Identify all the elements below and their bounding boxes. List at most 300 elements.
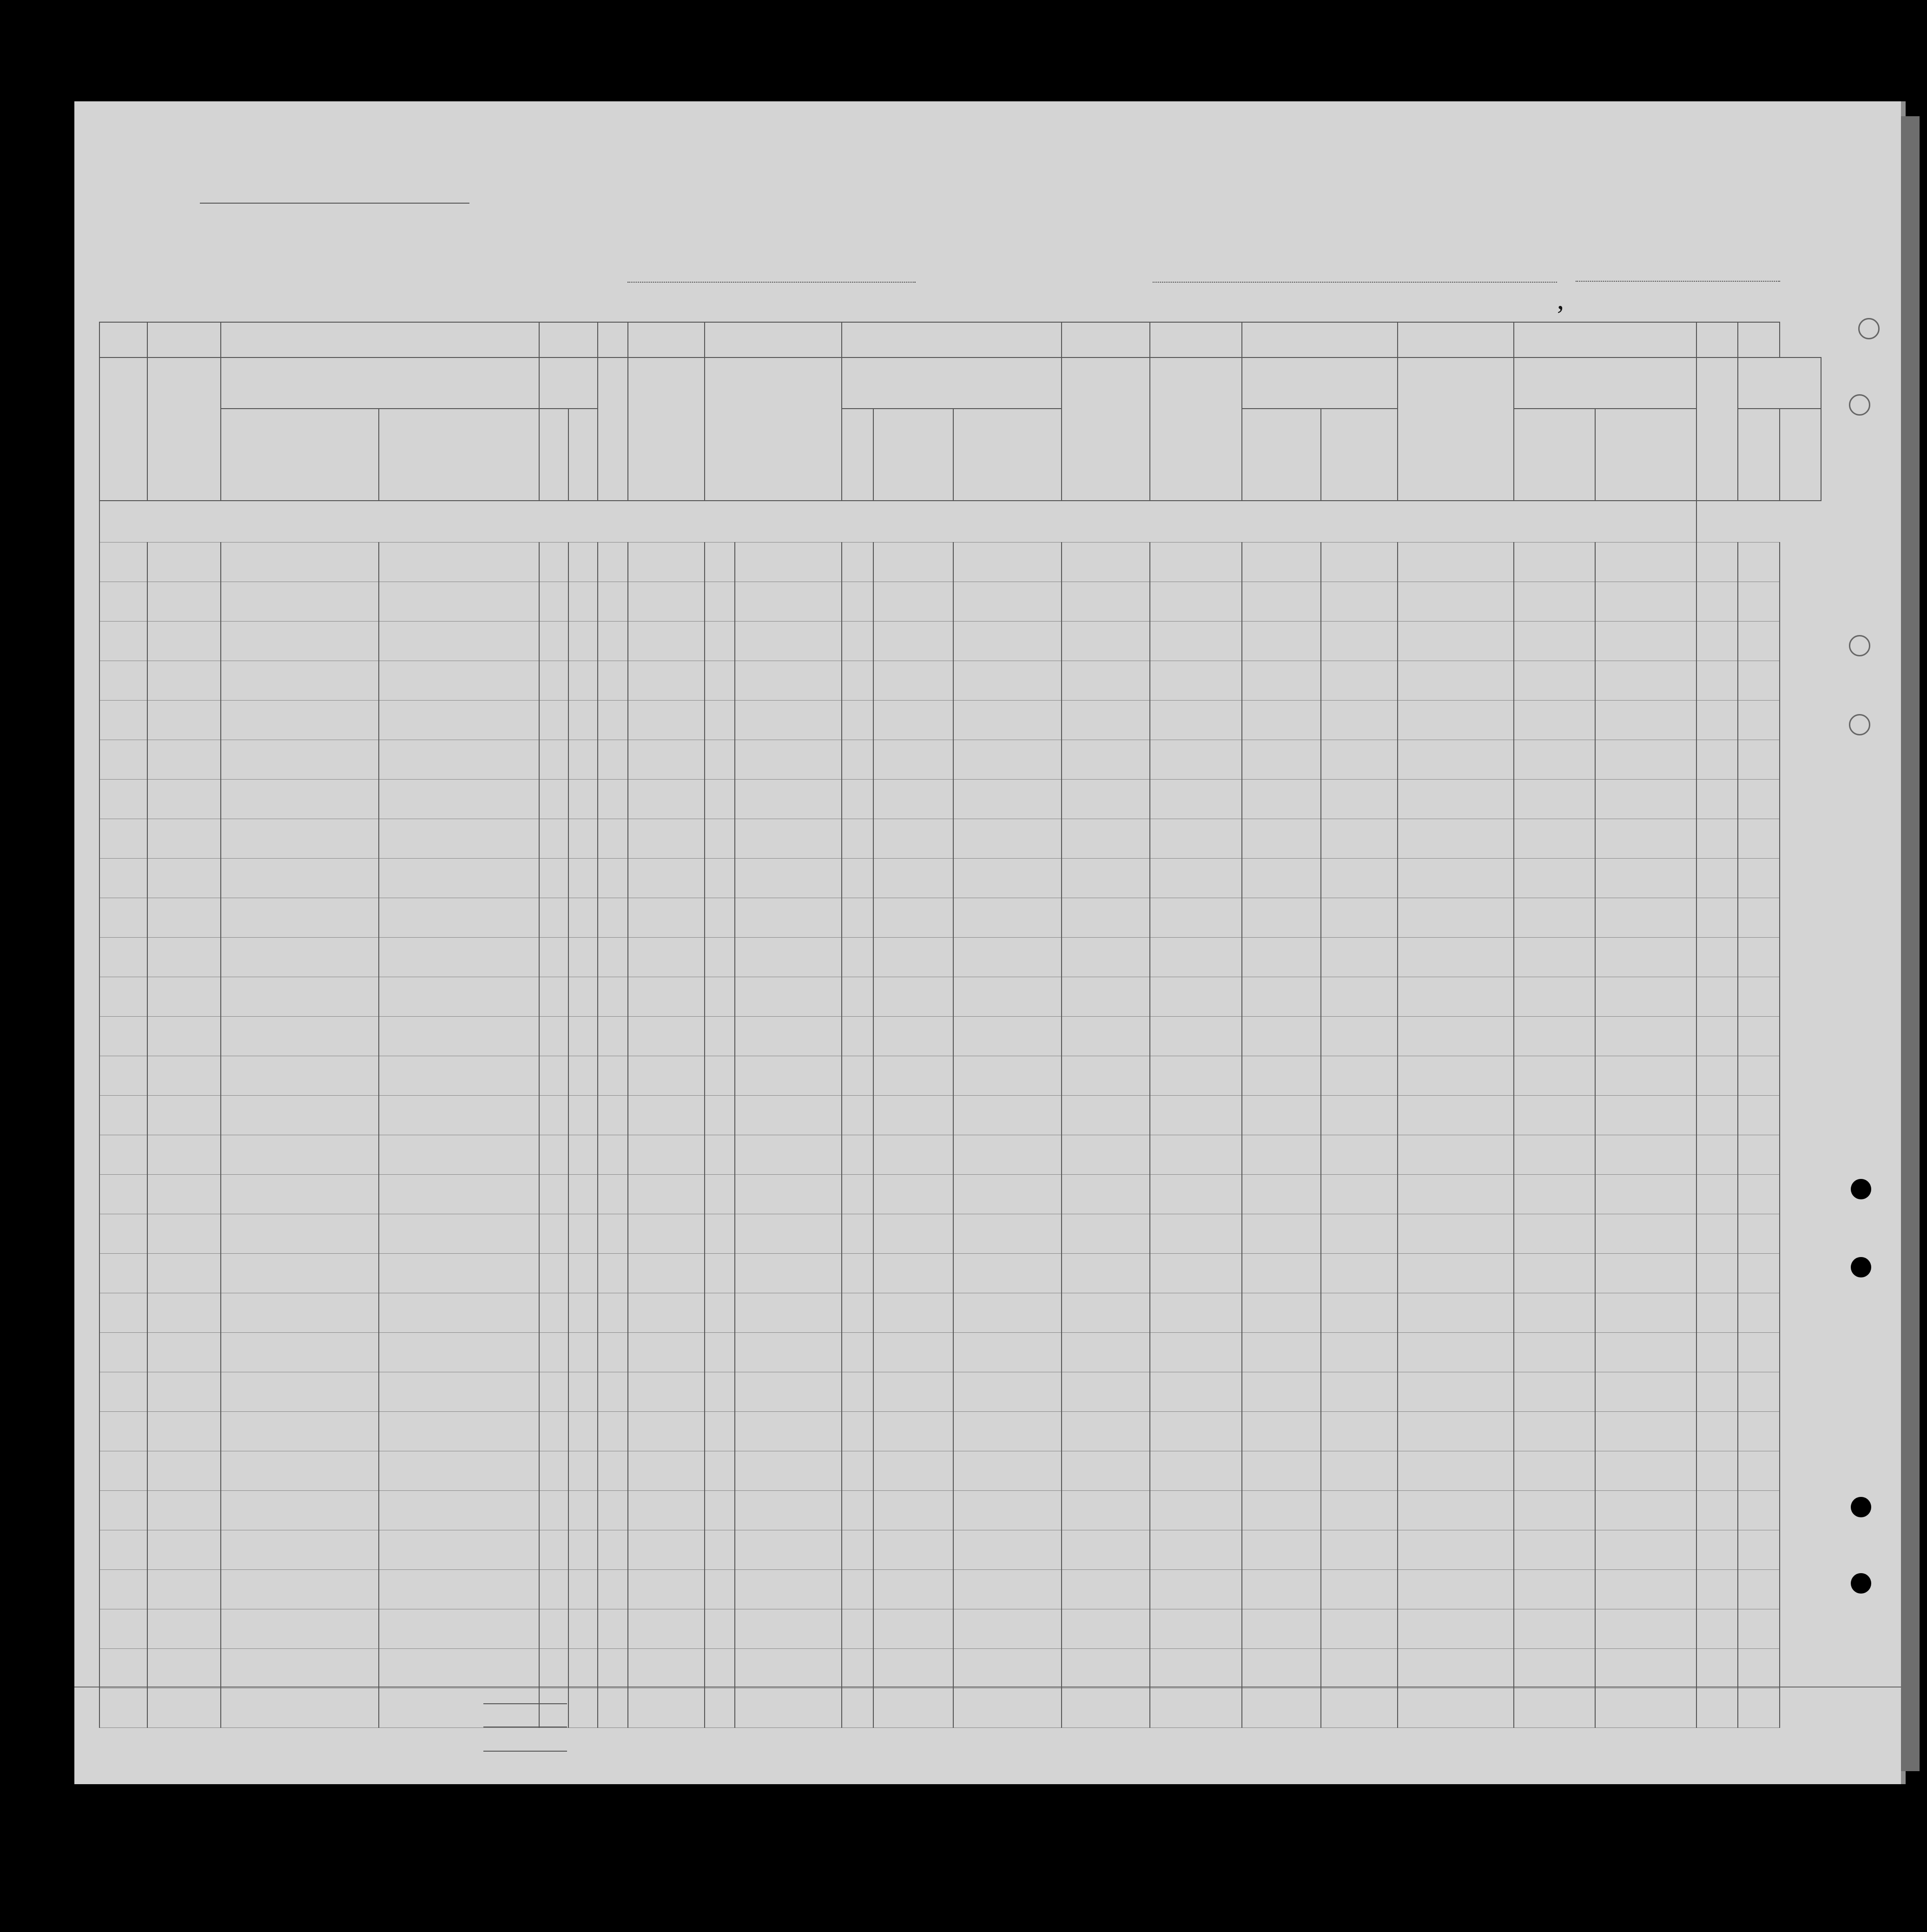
empty-cell [1696,859,1738,898]
table-row [99,1412,1821,1451]
empty-cell [1062,1333,1150,1372]
empty-cell [221,1333,379,1372]
empty-cell [1062,1609,1150,1649]
header-married [628,357,705,501]
empty-cell [1595,1570,1696,1609]
header-age [539,357,598,409]
empty-cell [873,1372,953,1412]
empty-cell [705,1293,735,1333]
empty-cell [568,1609,598,1649]
issue-date [1514,661,1595,701]
empty-cell [1696,1491,1738,1530]
empty-cell [1738,1135,1779,1175]
row-number [99,1293,147,1333]
empty-cell [1514,1491,1595,1530]
given-name [379,543,539,582]
empty-cell [705,1096,735,1135]
column-number-row [99,322,1821,357]
head-tax-cell [147,582,221,622]
nationality [953,622,1062,661]
empty-cell [1514,1688,1595,1728]
empty-cell [1696,1451,1738,1491]
row-number [99,819,147,859]
empty-cell [147,1056,221,1096]
empty-cell [221,1056,379,1096]
empty-cell [221,1135,379,1175]
empty-cell [598,1293,628,1333]
empty-cell [147,1333,221,1372]
empty-cell [568,1135,598,1175]
empty-cell [1150,1372,1242,1412]
empty-cell [568,1056,598,1096]
empty-cell [147,898,221,938]
header-read [842,409,873,501]
table-row [99,661,1821,701]
list-number-line [200,203,469,204]
empty-cell [598,1491,628,1530]
empty-cell [1514,1649,1595,1688]
head-tax-cell [147,740,221,780]
read-language [842,740,873,780]
issue-date [1514,819,1595,859]
empty-cell [1321,977,1398,1017]
empty-cell [568,1254,598,1293]
column-number [221,322,539,357]
empty-cell [598,1451,628,1491]
empty-cell [598,1570,628,1609]
empty-cell [1242,1056,1321,1096]
empty-cell [568,898,598,938]
can-read [735,819,842,859]
empty-cell [1595,1451,1696,1491]
table-row [99,859,1821,898]
empty-cell [628,1412,705,1451]
residence-country [1696,819,1738,859]
empty-cell [953,938,1062,977]
sex [598,543,628,582]
empty-cell [1398,1412,1514,1451]
empty-cell [539,1372,568,1412]
empty-cell [1398,1017,1514,1056]
family-name [221,543,379,582]
empty-cell [1242,1293,1321,1333]
empty-cell [379,859,539,898]
column-number [1398,322,1514,357]
empty-cell [1514,1017,1595,1056]
empty-cell [1321,1175,1398,1214]
empty-cell [953,1293,1062,1333]
read-language [842,661,873,701]
header-row-2 [99,409,1821,501]
empty-cell [221,1412,379,1451]
empty-cell [873,1412,953,1451]
empty-cell [628,977,705,1017]
empty-cell [1398,1333,1514,1372]
empty-cell [379,1649,539,1688]
punch-hole [1851,1497,1871,1517]
empty-cell [1696,1530,1738,1570]
family-name [221,701,379,740]
empty-cell [735,1175,842,1214]
residence-country [1696,740,1738,780]
empty-cell [568,1175,598,1214]
verification-data [1595,543,1696,582]
empty-cell [953,1491,1062,1530]
header-visa [1398,357,1514,501]
empty-cell [735,859,842,898]
punch-hole [1851,1573,1871,1594]
empty-cell [1738,1214,1779,1254]
issue-date [1514,701,1595,740]
empty-cell [1150,1333,1242,1372]
header-read-language [873,409,953,501]
marital-status [628,582,705,622]
column-number [598,322,628,357]
empty-cell [873,898,953,938]
empty-cell [1062,1175,1150,1214]
empty-cell [628,1491,705,1530]
empty-cell [598,1609,628,1649]
empty-cell [873,1609,953,1649]
can-write [873,661,953,701]
empty-cell [379,1254,539,1293]
family-name [221,661,379,701]
empty-cell [1242,1451,1321,1491]
empty-cell [598,1530,628,1570]
empty-cell [705,1688,735,1728]
row-number [99,1412,147,1451]
visa-number [1321,740,1398,780]
row-number [99,1649,147,1688]
race [1062,740,1150,780]
read-language [842,582,873,622]
empty-cell [842,1688,873,1728]
empty-cell [147,1175,221,1214]
age-years [539,543,568,582]
birth-city [1242,740,1321,780]
empty-cell [539,1530,568,1570]
header-row-1 [99,357,1821,409]
empty-cell [147,938,221,977]
nationality [953,740,1062,780]
marital-status [628,661,705,701]
residence-country [1696,780,1738,819]
table-row [99,1293,1821,1333]
empty-cell [1150,1017,1242,1056]
empty-cell [705,1491,735,1530]
empty-cell [539,1096,568,1135]
empty-cell [568,1096,598,1135]
can-read [735,740,842,780]
column-number [1150,322,1242,357]
residence-country [1696,582,1738,622]
empty-cell [598,1135,628,1175]
empty-cell [1150,1056,1242,1096]
empty-cell [1321,1096,1398,1135]
empty-cell [705,1649,735,1688]
empty-cell [147,1135,221,1175]
empty-cell [568,1372,598,1412]
empty-cell [379,1214,539,1254]
table-row [99,819,1821,859]
empty-cell [1321,1214,1398,1254]
empty-cell [598,898,628,938]
empty-cell [147,1609,221,1649]
empty-cell [628,859,705,898]
column-number [539,322,598,357]
empty-cell [1398,938,1514,977]
header-data-concerning [1696,357,1738,501]
empty-cell [539,1175,568,1214]
empty-cell [953,1333,1062,1372]
empty-cell [598,1254,628,1293]
can-read [735,661,842,701]
empty-cell [1595,938,1696,977]
header-nationality [1062,357,1150,501]
empty-cell [735,938,842,977]
race [1062,780,1150,819]
empty-cell [1321,1293,1398,1333]
empty-cell [953,977,1062,1017]
empty-cell [628,1175,705,1214]
empty-cell [1696,1293,1738,1333]
empty-cell [1514,1056,1595,1096]
empty-cell [1150,1096,1242,1135]
empty-cell [568,1491,598,1530]
empty-cell [842,1135,873,1175]
empty-cell [873,1293,953,1333]
age-years [539,819,568,859]
residence-city [1738,582,1779,622]
read-language [842,701,873,740]
empty-cell [221,1570,379,1609]
can-read [735,543,842,582]
empty-cell [1150,1609,1242,1649]
race [1062,819,1150,859]
empty-cell [705,1214,735,1254]
empty-cell [735,898,842,938]
residence-city [1738,780,1779,819]
birth-city [1242,582,1321,622]
empty-cell [705,1451,735,1491]
table-row [99,1096,1821,1135]
empty-cell [735,1214,842,1254]
empty-cell [1595,1293,1696,1333]
family-name [221,582,379,622]
empty-cell [1738,859,1779,898]
empty-cell [598,1214,628,1254]
verification-data [1595,740,1696,780]
empty-cell [705,977,735,1017]
column-number [1696,322,1738,357]
empty-cell [1242,1688,1321,1728]
empty-cell [598,1412,628,1451]
empty-cell [221,1254,379,1293]
empty-cell [842,1096,873,1135]
empty-cell [1062,1491,1150,1530]
empty-cell [147,1570,221,1609]
empty-cell [1150,1135,1242,1175]
empty-cell [842,898,873,938]
empty-cell [705,1372,735,1412]
empty-cell [598,859,628,898]
empty-cell [953,1372,1062,1412]
empty-cell [539,977,568,1017]
empty-cell [1514,1293,1595,1333]
nationality [953,819,1062,859]
empty-cell [735,1372,842,1412]
row-number [99,780,147,819]
empty-cell [379,938,539,977]
sex [598,780,628,819]
empty-cell [539,1688,568,1728]
empty-cell [1398,1135,1514,1175]
empty-cell [147,1412,221,1451]
empty-cell [379,977,539,1017]
empty-cell [1150,1530,1242,1570]
empty-cell [735,1491,842,1530]
empty-cell [873,1254,953,1293]
empty-cell [598,1175,628,1214]
empty-cell [1738,898,1779,938]
empty-cell [1738,1056,1779,1096]
row-number [99,701,147,740]
table-row [99,1254,1821,1293]
nationality [953,701,1062,740]
empty-cell [1514,1175,1595,1214]
empty-cell [705,1412,735,1451]
empty-cell [568,1530,598,1570]
empty-cell [221,1688,379,1728]
header-birth-country [1242,409,1321,501]
empty-cell [147,1293,221,1333]
table-row [99,740,1821,780]
empty-cell [379,1056,539,1096]
empty-cell [1062,859,1150,898]
empty-cell [1398,1214,1514,1254]
empty-cell [1398,1293,1514,1333]
race [1062,622,1150,661]
empty-cell [628,938,705,977]
empty-cell [379,1017,539,1056]
table-row [99,1451,1821,1491]
empty-cell [1595,1609,1696,1649]
empty-cell [598,1333,628,1372]
given-name [379,740,539,780]
empty-cell [1738,1609,1779,1649]
verification-data [1595,622,1696,661]
head-tax-cell [147,661,221,701]
header-sex [598,357,628,501]
empty-cell [628,1214,705,1254]
residence-city [1738,661,1779,701]
empty-cell [1595,1175,1696,1214]
header-head-tax [147,357,221,501]
header-write [953,409,1062,501]
table-row [99,701,1821,740]
marital-status [628,819,705,859]
table-row [99,1609,1821,1649]
departure-port [1153,282,1557,283]
empty-cell [1738,1017,1779,1056]
row-number [99,661,147,701]
empty-cell [873,977,953,1017]
empty-cell [1150,1491,1242,1530]
empty-cell [842,1175,873,1214]
empty-cell [873,1096,953,1135]
empty-cell [735,1412,842,1451]
age-months [568,701,598,740]
residence-country [1696,622,1738,661]
empty-cell [1696,1333,1738,1372]
empty-cell [1398,1372,1514,1412]
empty-cell [735,1333,842,1372]
binder-ring [1849,394,1870,416]
empty-cell [1398,1096,1514,1135]
row-number [99,740,147,780]
empty-cell [705,1135,735,1175]
birth-country [1150,701,1242,740]
empty-cell [539,1491,568,1530]
empty-cell [735,1293,842,1333]
family-name [221,740,379,780]
empty-cell [379,1096,539,1135]
empty-cell [1242,1135,1321,1175]
empty-cell [628,1333,705,1372]
age-months [568,543,598,582]
occupation [705,780,735,819]
read-language [842,543,873,582]
verification-data [1595,780,1696,819]
empty-cell [1321,1649,1398,1688]
can-write [873,740,953,780]
empty-cell [953,1175,1062,1214]
empty-cell [705,1254,735,1293]
row-number [99,582,147,622]
row-number [99,977,147,1017]
empty-cell [1514,1609,1595,1649]
empty-cell [1398,859,1514,898]
empty-cell [379,1372,539,1412]
issue-place [1398,543,1514,582]
empty-cell [953,1688,1062,1728]
row-number [99,1017,147,1056]
birth-city [1242,701,1321,740]
empty-cell [1321,1688,1398,1728]
table-row [99,543,1821,582]
empty-cell [1595,898,1696,938]
empty-cell [147,1254,221,1293]
empty-cell [842,1530,873,1570]
age-months [568,661,598,701]
age-years [539,701,568,740]
empty-cell [873,1017,953,1056]
head-tax-cell [147,780,221,819]
residence-city [1738,701,1779,740]
empty-cell [1514,938,1595,977]
visa-number [1321,622,1398,661]
empty-cell [628,1096,705,1135]
empty-cell [221,1372,379,1412]
empty-cell [1514,1372,1595,1412]
empty-cell [1321,1609,1398,1649]
row-number [99,898,147,938]
empty-cell [568,859,598,898]
birth-city [1242,661,1321,701]
table-row [99,1017,1821,1056]
head-tax-cell [147,622,221,661]
empty-cell [1062,1412,1150,1451]
